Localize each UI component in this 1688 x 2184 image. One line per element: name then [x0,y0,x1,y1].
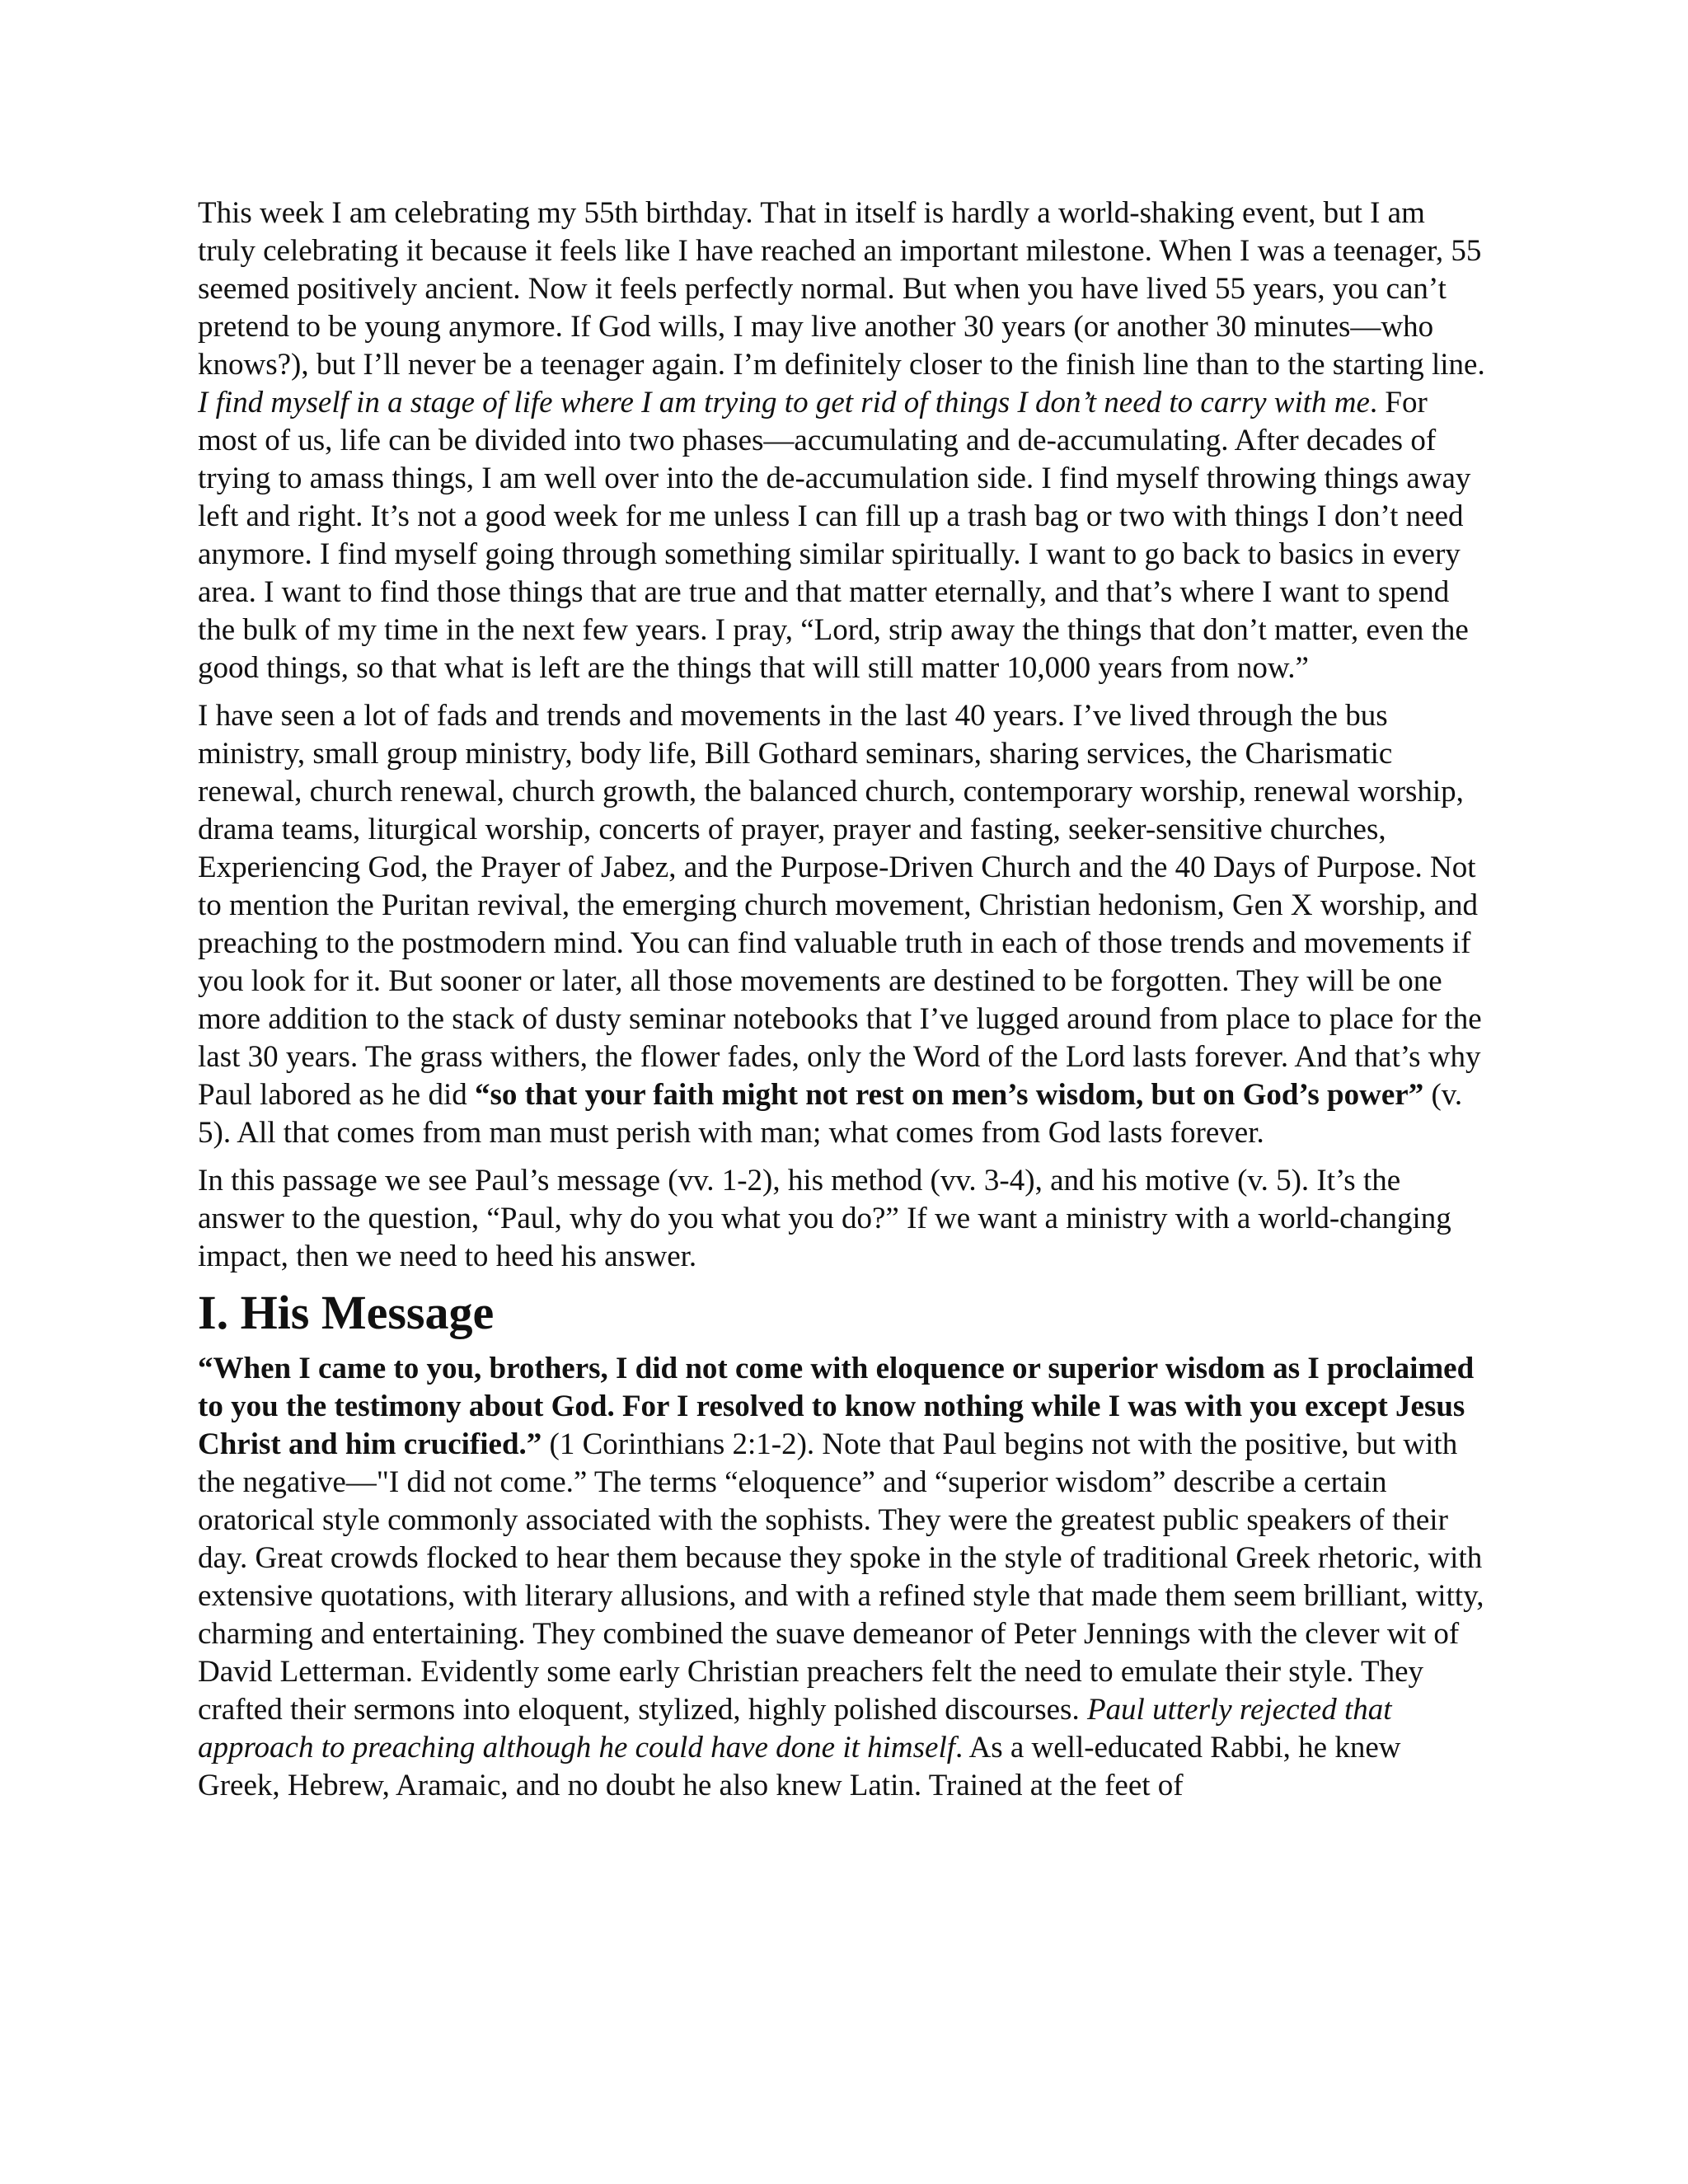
paragraph-birthday [198,194,1488,687]
bold-quotation: “so that your faith might not rest on men’s wisdom, but on God’s power” [475,1078,1424,1112]
italic-emphasis: I find myself in a stage of life where I am trying to get rid of things I don’t need to carry with me [198,386,1370,419]
paragraph-text: (v. 5). All that comes from man must perish with man; what comes from God lasts forever. [198,1078,1463,1150]
document-page [198,194,1488,1815]
bold-scripture: “When I came to you, brothers, I did not come with eloquence or superior wisdom as I proclaimed to you the testimony about God. For I resolved to know nothing while I was with you except Jesus Christ and him crucified.” [198,1352,1475,1461]
paragraph-text: . For most of us, life can be divided into two phases—accumulating and de-accumulating. After decades of trying to amass things, I am well over into the de-accumulation side. I find myself throwing things away left and right. It’s not a good week for me unless I can fill up a trash bag or two with things I don’t need anymore. I find myself going through something similar spiritually. I want to go back to basics in every area. I want to find those things that are true and that matter eternally, and that’s where I want to spend the bulk of my time in the next few years. I pray, “Lord, strip away the things that don’t matter, even the good things, so that what is left are the things that will still matter 10,000 years from now.” [198,386,1471,685]
paragraph-text: . As a well-educated Rabbi, he knew Greek, Hebrew, Aramaic, and no doubt he also knew Latin. Trained at the feet of [198,1731,1401,1802]
paragraph-overview: In this passage we see Paul’s message (vv. 1-2), his method (vv. 3-4), and his motive (v. 5). It’s the answer to the question, “Paul, why do you what you do?” If we want a ministry with a world-changing impact, then we need to heed his answer. [198,1164,1451,1273]
paragraph-text: This week I am celebrating my 55th birthday. That in itself is hardly a world-shaking event, but I am truly celebrating it because it feels like I have reached an important milestone. When I was a teenager, 55 seemed positively ancient. Now it feels perfectly normal. But when you have lived 55 years, you can’t pretend to be young anymore. If God wills, I may live another 30 years (or another 30 minutes—who knows?), but I’ll never be a teenager again. I’m definitely closer to the finish line than to the starting line. [198,196,1485,382]
paragraph-text: I have seen a lot of fads and trends and movements in the last 40 years. I’ve lived through the bus ministry, small group ministry, body life, Bill Gothard seminars, sharing services, the Charismatic renewal, church renewal, church growth, the balanced church, contemporary worship, renewal worship, drama teams, liturgical worship, concerts of prayer, prayer and fasting, seeker-sensitive churches, Experiencing God, the Prayer of Jabez, and the Purpose-Driven Church and the 40 Days of Purpose. Not to mention the Puritan revival, the emerging church movement, Christian hedonism, Gen X worship, and preaching to the postmodern mind. You can find valuable truth in each of those trends and movements if you look for it. But sooner or later, all those movements are destined to be forgotten. They will be one more addition to the stack of dusty seminar notebooks that I’ve lugged around from place to place for the last 30 years. The grass withers, the flower fades, only the Word of the Lord lasts forever. And that’s why Paul labored as he did [198,699,1482,1112]
section-heading: I. His Message [198,1286,495,1339]
paragraph-fads [198,697,1488,1152]
italic-emphasis: Paul utterly rejected that approach to preaching although he could have done it himself [198,1693,1392,1765]
paragraph-message [198,1350,1488,1805]
paragraph-text: (1 Corinthians 2:1-2). Note that Paul begins not with the positive, but with the negative—"I did not come.” The terms “eloquence” and “superior wisdom” describe a certain oratorical style commonly associated with the sophists. They were the greatest public speakers of their day. Great crowds flocked to hear them because they spoke in the style of traditional Greek rhetoric, with extensive quotations, with literary allusions, and with a refined style that made them seem brilliant, witty, charming and entertaining. They combined the suave demeanor of Peter Jennings with the clever wit of David Letterman. Evidently some early Christian preachers felt the need to emulate their style. They crafted their sermons into eloquent, stylized, highly polished discourses. [198,1427,1484,1727]
